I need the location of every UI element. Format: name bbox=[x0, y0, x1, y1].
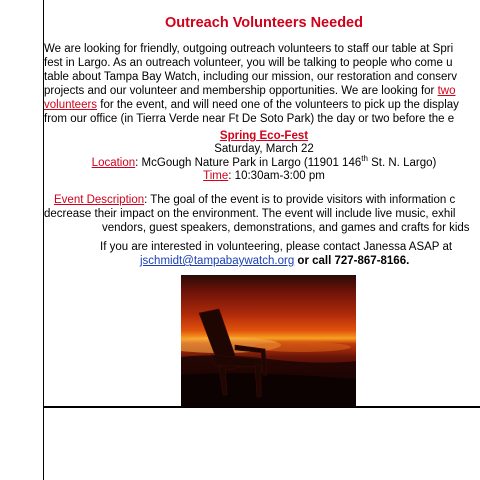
sunset-chair-photo bbox=[181, 275, 356, 407]
intro-line: table about Tampa Bay Watch, including our mission, our restoration and conserv bbox=[44, 71, 457, 83]
phone-text: or call 727-867-8166. bbox=[294, 255, 410, 267]
intro-line: fest in Largo. As an outreach volunteer, you will be talking to people who come u bbox=[44, 57, 453, 69]
intro-line: from our office (in Tierra Verde near Ft De Soto Park) the day or two before the e bbox=[44, 113, 455, 125]
description-text: : The goal of the event is to provide visitors with information c bbox=[144, 194, 456, 206]
description-label: Event Description bbox=[54, 194, 145, 206]
page-title: Outreach Volunteers Needed bbox=[165, 15, 363, 31]
time-label: Time bbox=[203, 170, 229, 182]
location-value: : McGough Nature Park in Largo (11901 146 bbox=[135, 157, 362, 169]
event-location bbox=[44, 156, 480, 170]
intro-text: projects and our volunteer and membership opportunities. We are looking for bbox=[44, 85, 438, 97]
volunteers-emphasis: volunteers bbox=[44, 99, 98, 111]
event-time bbox=[44, 169, 480, 183]
intro-line: We are looking for friendly, outgoing outreach volunteers to staff our table at Spri bbox=[44, 43, 454, 55]
sunset-chair-illustration bbox=[181, 275, 356, 407]
event-description bbox=[44, 193, 480, 235]
email-link[interactable]: jschmidt@tampabaywatch.org bbox=[140, 255, 295, 267]
location-value-end: St. N. Largo) bbox=[367, 157, 437, 169]
location-label: Location bbox=[91, 157, 136, 169]
intro-line bbox=[44, 98, 480, 112]
intro-paragraph bbox=[44, 42, 480, 126]
description-line: decrease their impact on the environment. The event will include live music, exhil bbox=[44, 208, 456, 220]
contact-line: If you are interested in volunteering, please contact Janessa ASAP at bbox=[100, 241, 453, 253]
intro-line bbox=[44, 84, 480, 98]
contact-line bbox=[44, 254, 480, 268]
event-date: Saturday, March 22 bbox=[214, 143, 314, 155]
description-line bbox=[44, 193, 480, 207]
event-name: Spring Eco-Fest bbox=[219, 130, 309, 142]
description-line: vendors, guest speakers, demonstrations, and games and crafts for kids bbox=[102, 222, 470, 234]
location-sup: th bbox=[361, 154, 368, 164]
two-emphasis: two bbox=[437, 85, 456, 97]
time-value: : 10:30am-3:00 pm bbox=[228, 170, 325, 182]
contact-block bbox=[44, 240, 480, 268]
intro-text: for the event, and will need one of the volunteers to pick up the display bbox=[97, 99, 459, 111]
